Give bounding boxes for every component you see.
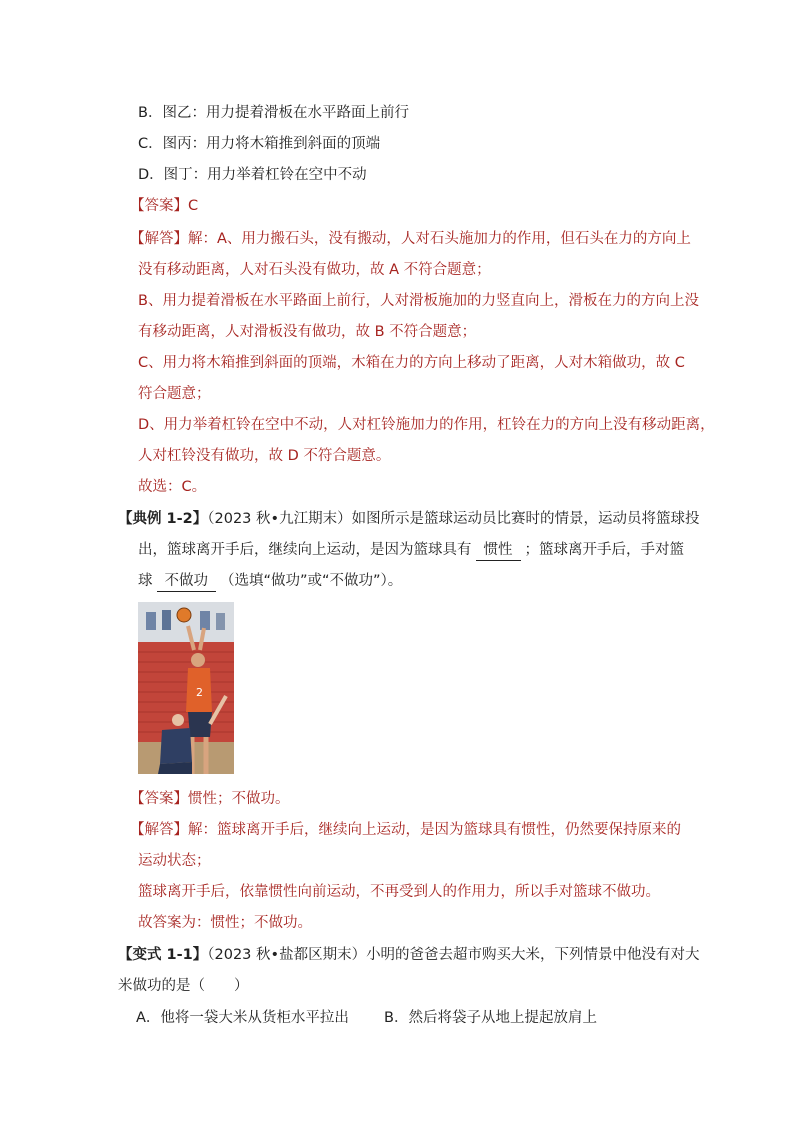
option-d: D．图丁：用力举着杠铃在空中不动 <box>138 167 367 183</box>
answer-blank-1: 惯性 <box>476 540 521 561</box>
ex2-analysis-line-3: 篮球离开手后，依靠惯性向前运动，不再受到人的作用力，所以手对篮球不做功。 <box>138 884 660 900</box>
answer-blank-2: 不做功 <box>157 571 217 592</box>
ex1-answer <box>130 196 198 216</box>
var1-option-a: A．他将一袋大米从货柜水平拉出 <box>136 1010 349 1026</box>
question-text: （2023 秋•九江期末）如图所示是篮球运动员比赛时的情景，运动员将篮球投 <box>207 511 700 527</box>
analysis-tag: 【解答】 <box>130 231 188 247</box>
ex1-analysis-line-4: 有移动距离，人对滑板没有做功，故 B 不符合题意； <box>138 324 477 340</box>
ex2-analysis-line-2: 运动状态； <box>138 853 211 869</box>
ex1-analysis-line-8: 人对杠铃没有做功，故 D 不符合题意。 <box>138 448 391 464</box>
option-b: B．图乙：用力提着滑板在水平路面上前行 <box>138 105 409 121</box>
example-tag: 【典例 1-2】 <box>118 511 208 527</box>
var1-question-line-2: 米做功的是（ ） <box>118 978 249 994</box>
jersey-number: 2 <box>196 686 203 699</box>
ex2-answer <box>130 789 290 809</box>
ex1-analysis-line-1 <box>130 229 691 249</box>
ex1-analysis-line-2: 没有移动距离，人对石头没有做功，故 A 不符合题意； <box>138 262 491 278</box>
var1-question-line-1 <box>118 945 700 965</box>
basketball-photo-drawing <box>138 602 234 774</box>
option-c: C．图丙：用力将木箱推到斜面的顶端 <box>138 136 381 152</box>
question-text: 出，篮球离开手后，继续向上运动，是因为篮球具有 <box>138 542 472 558</box>
ex1-analysis-line-5: C、用力将木箱推到斜面的顶端，木箱在力的方向上移动了距离，人对木箱做功，故 C <box>138 355 685 371</box>
var1-option-b: B．然后将袋子从地上提起放肩上 <box>384 1010 597 1026</box>
analysis-tag: 【解答】 <box>130 822 188 838</box>
question-text: 球 <box>138 573 153 589</box>
ex1-choose: 故选：C。 <box>138 479 207 495</box>
ex2-question-line-2 <box>138 540 684 561</box>
analysis-text: 解：篮球离开手后，继续向上运动，是因为篮球具有惯性，仍然要保持原来的 <box>188 822 681 838</box>
question-text: （选填“做功”或“不做功”）。 <box>220 573 403 589</box>
ex2-analysis-line-1 <box>130 820 681 840</box>
ex1-analysis-line-7: D、用力举着杠铃在空中不动，人对杠铃施加力的作用，杠铃在力的方向上没有移动距离， <box>138 417 715 433</box>
question-text: （2023 秋•盐都区期末）小明的爸爸去超市购买大米，下列情景中他没有对大 <box>207 947 700 963</box>
question-text: ；篮球离开手后，手对篮 <box>524 542 684 558</box>
basketball-photo <box>138 602 234 774</box>
answer-tag: 【答案】 <box>130 791 188 807</box>
ex2-question-line-1 <box>118 509 700 529</box>
variant-tag: 【变式 1-1】 <box>118 947 208 963</box>
ex1-analysis-line-3: B、用力提着滑板在水平路面上前行，人对滑板施加的力竖直向上，滑板在力的方向上没 <box>138 293 699 309</box>
answer-value: C <box>188 198 199 214</box>
analysis-text: 解：A、用力搬石头，没有搬动，人对石头施加力的作用，但石头在力的方向上 <box>188 231 691 247</box>
answer-value: 惯性；不做功。 <box>188 791 290 807</box>
ex2-analysis-line-4: 故答案为：惯性；不做功。 <box>138 915 312 931</box>
ex1-analysis-line-6: 符合题意； <box>138 386 211 402</box>
answer-tag: 【答案】 <box>130 198 188 214</box>
ex2-question-line-3 <box>138 571 402 592</box>
